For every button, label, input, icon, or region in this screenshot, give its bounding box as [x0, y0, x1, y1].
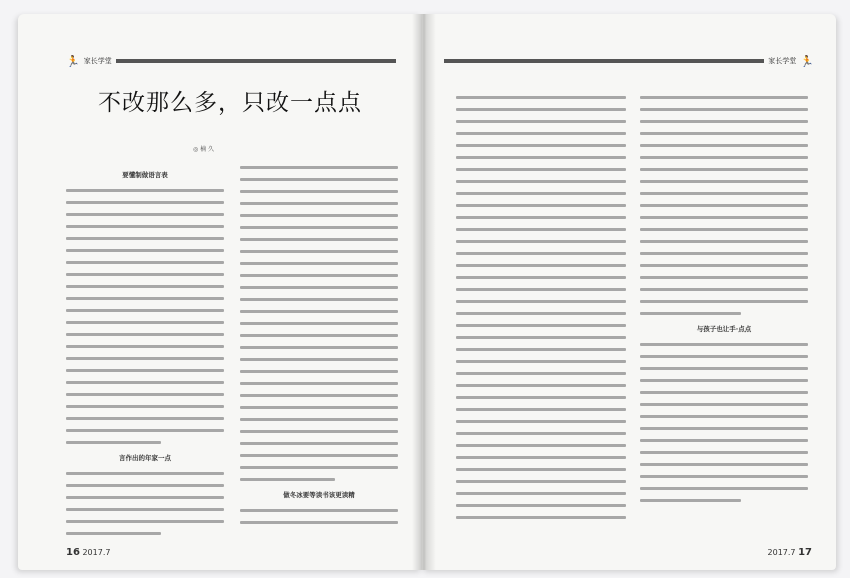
issue-date: 2017.7: [82, 548, 111, 557]
section-label: 家长学堂: [83, 57, 112, 65]
left-folio: [66, 547, 110, 558]
left-running-header: [66, 56, 396, 66]
right-running-header: [444, 56, 814, 66]
subheading: 与孩子也让手·点点: [696, 325, 752, 333]
article-author: ◎ 楠 久: [193, 146, 215, 153]
page-number: 17: [798, 547, 812, 558]
subheading: 言作出的年家一点: [119, 454, 171, 462]
runner-icon: 🏃: [800, 54, 814, 68]
issue-date: 2017.7: [767, 548, 796, 557]
book-gutter: [412, 14, 436, 570]
left-column-2: [240, 166, 398, 533]
right-page: [422, 14, 836, 570]
subheading: 要懂制做语言表: [122, 171, 168, 179]
right-column-2: [640, 96, 808, 511]
runner-icon: 🏃: [66, 54, 80, 68]
article-title: 不改那么多，只改一点点: [98, 90, 362, 116]
subheading: 做冬冰要等读书该更读精: [283, 491, 355, 499]
left-page: [18, 14, 422, 570]
section-label: 家长学堂: [768, 57, 797, 65]
header-rule: [116, 59, 396, 63]
header-rule: [444, 59, 764, 63]
right-folio: [768, 547, 812, 558]
magazine-spread: [18, 14, 838, 574]
right-column-1: [456, 96, 626, 528]
page-number: 16: [66, 547, 80, 558]
left-column-1: [66, 166, 224, 544]
